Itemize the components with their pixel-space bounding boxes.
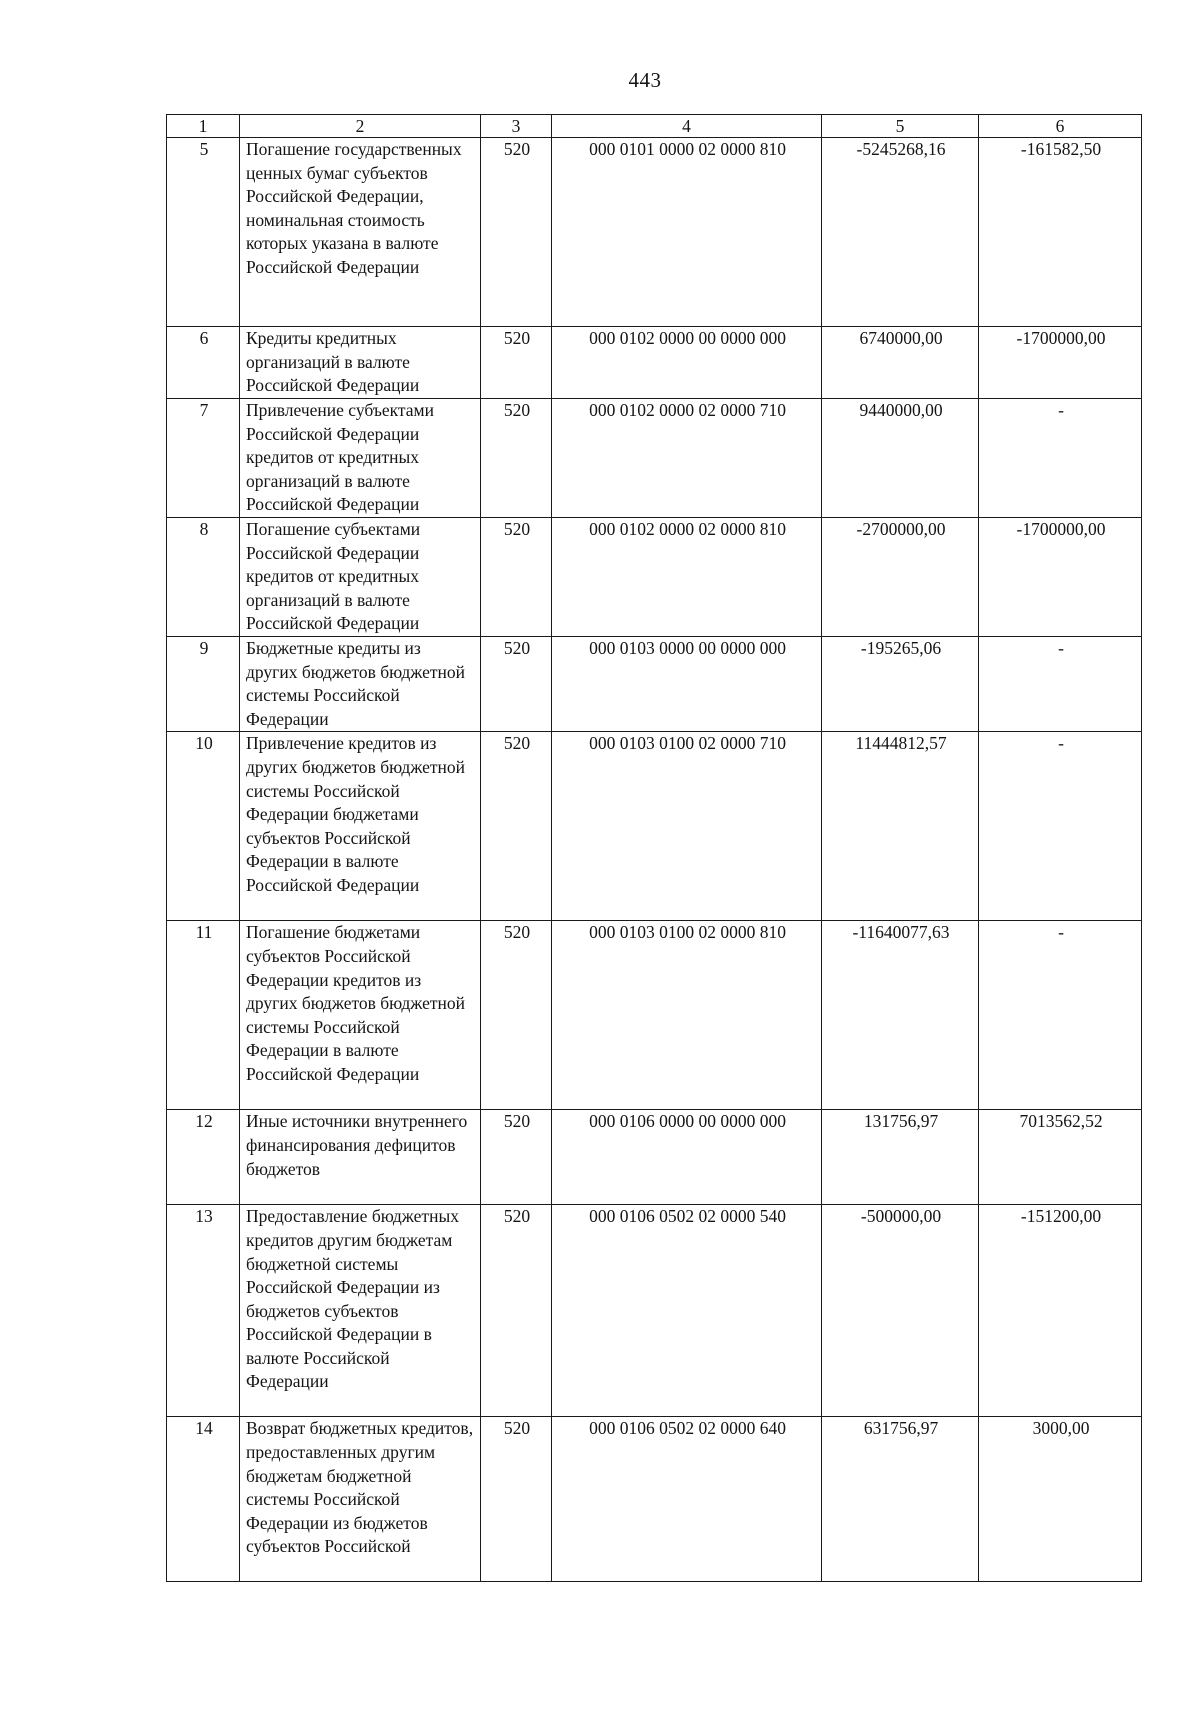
row-admin-code: 520 xyxy=(481,1417,552,1582)
row-value-col5: -5245268,16 xyxy=(822,138,979,327)
row-value-col6: 3000,00 xyxy=(979,1417,1142,1582)
table-row xyxy=(167,399,1142,518)
row-name: Привлечение субъектами Российской Федерации кредитов от кредитных организаций в валюте Российской Федерации xyxy=(240,399,481,518)
row-admin-code: 520 xyxy=(481,1205,552,1417)
row-admin-code: 520 xyxy=(481,636,552,731)
row-number: 11 xyxy=(167,921,240,1110)
table-row xyxy=(167,1205,1142,1417)
row-name: Погашение субъектами Российской Федерации кредитов от кредитных организаций в валюте Российской Федерации xyxy=(240,517,481,636)
table-row xyxy=(167,732,1142,921)
row-name: Иные источники внутреннего финансирования дефицитов бюджетов xyxy=(240,1110,481,1205)
row-value-col6: -1700000,00 xyxy=(979,517,1142,636)
row-number: 6 xyxy=(167,327,240,399)
row-number: 8 xyxy=(167,517,240,636)
row-value-col5: -195265,06 xyxy=(822,636,979,731)
row-admin-code: 520 xyxy=(481,517,552,636)
row-value-col6: 7013562,52 xyxy=(979,1110,1142,1205)
row-value-col5: -500000,00 xyxy=(822,1205,979,1417)
row-name: Возврат бюджетных кредитов, предоставленных другим бюджетам бюджетной системы Российской Федерации из бюджетов субъектов Российской xyxy=(240,1417,481,1582)
row-value-col6: - xyxy=(979,636,1142,731)
row-admin-code: 520 xyxy=(481,1110,552,1205)
row-value-col5: 6740000,00 xyxy=(822,327,979,399)
row-classification-code: 000 0102 0000 00 0000 000 xyxy=(552,327,822,399)
table-row xyxy=(167,138,1142,327)
row-number: 10 xyxy=(167,732,240,921)
row-value-col5: 131756,97 xyxy=(822,1110,979,1205)
row-name: Привлечение кредитов из других бюджетов бюджетной системы Российской Федерации бюджетами субъектов Российской Федерации в валюте Российской Федерации xyxy=(240,732,481,921)
row-value-col5: 11444812,57 xyxy=(822,732,979,921)
row-value-col5: -2700000,00 xyxy=(822,517,979,636)
row-classification-code: 000 0102 0000 02 0000 710 xyxy=(552,399,822,518)
row-name: Кредиты кредитных организаций в валюте Российской Федерации xyxy=(240,327,481,399)
table-row xyxy=(167,1110,1142,1205)
page-number: 443 xyxy=(628,68,662,92)
column-header: 5 xyxy=(822,115,979,138)
row-value-col6: - xyxy=(979,732,1142,921)
row-classification-code: 000 0106 0000 00 0000 000 xyxy=(552,1110,822,1205)
column-header: 2 xyxy=(240,115,481,138)
column-header: 3 xyxy=(481,115,552,138)
row-value-col6: -151200,00 xyxy=(979,1205,1142,1417)
row-classification-code: 000 0106 0502 02 0000 540 xyxy=(552,1205,822,1417)
row-value-col5: -11640077,63 xyxy=(822,921,979,1110)
budget-sources-table xyxy=(166,114,1142,1582)
row-admin-code: 520 xyxy=(481,138,552,327)
row-number: 12 xyxy=(167,1110,240,1205)
row-classification-code: 000 0103 0000 00 0000 000 xyxy=(552,636,822,731)
row-admin-code: 520 xyxy=(481,921,552,1110)
table-row xyxy=(167,517,1142,636)
row-value-col6: - xyxy=(979,921,1142,1110)
row-name: Бюджетные кредиты из других бюджетов бюджетной системы Российской Федерации xyxy=(240,636,481,731)
row-value-col6: -1700000,00 xyxy=(979,327,1142,399)
row-number: 5 xyxy=(167,138,240,327)
column-header: 4 xyxy=(552,115,822,138)
row-number: 9 xyxy=(167,636,240,731)
row-admin-code: 520 xyxy=(481,732,552,921)
row-admin-code: 520 xyxy=(481,399,552,518)
table-row xyxy=(167,1417,1142,1582)
row-number: 14 xyxy=(167,1417,240,1582)
row-value-col6: -161582,50 xyxy=(979,138,1142,327)
row-classification-code: 000 0102 0000 02 0000 810 xyxy=(552,517,822,636)
row-value-col5: 9440000,00 xyxy=(822,399,979,518)
row-name: Погашение государственных ценных бумаг субъектов Российской Федерации, номинальная стоимость которых указана в валюте Российской Федерации xyxy=(240,138,481,327)
table-row xyxy=(167,921,1142,1110)
row-classification-code: 000 0103 0100 02 0000 710 xyxy=(552,732,822,921)
row-number: 7 xyxy=(167,399,240,518)
column-header: 1 xyxy=(167,115,240,138)
row-number: 13 xyxy=(167,1205,240,1417)
row-name: Погашение бюджетами субъектов Российской Федерации кредитов из других бюджетов бюджетной системы Российской Федерации в валюте Российской Федерации xyxy=(240,921,481,1110)
table-header-row xyxy=(167,115,1142,138)
table-row xyxy=(167,327,1142,399)
row-classification-code: 000 0103 0100 02 0000 810 xyxy=(552,921,822,1110)
column-header: 6 xyxy=(979,115,1142,138)
row-admin-code: 520 xyxy=(481,327,552,399)
row-classification-code: 000 0101 0000 02 0000 810 xyxy=(552,138,822,327)
row-value-col6: - xyxy=(979,399,1142,518)
row-name: Предоставление бюджетных кредитов другим бюджетам бюджетной системы Российской Федерации из бюджетов субъектов Российской Федерации в валюте Российской Федерации xyxy=(240,1205,481,1417)
table-row xyxy=(167,636,1142,731)
row-classification-code: 000 0106 0502 02 0000 640 xyxy=(552,1417,822,1582)
row-value-col5: 631756,97 xyxy=(822,1417,979,1582)
